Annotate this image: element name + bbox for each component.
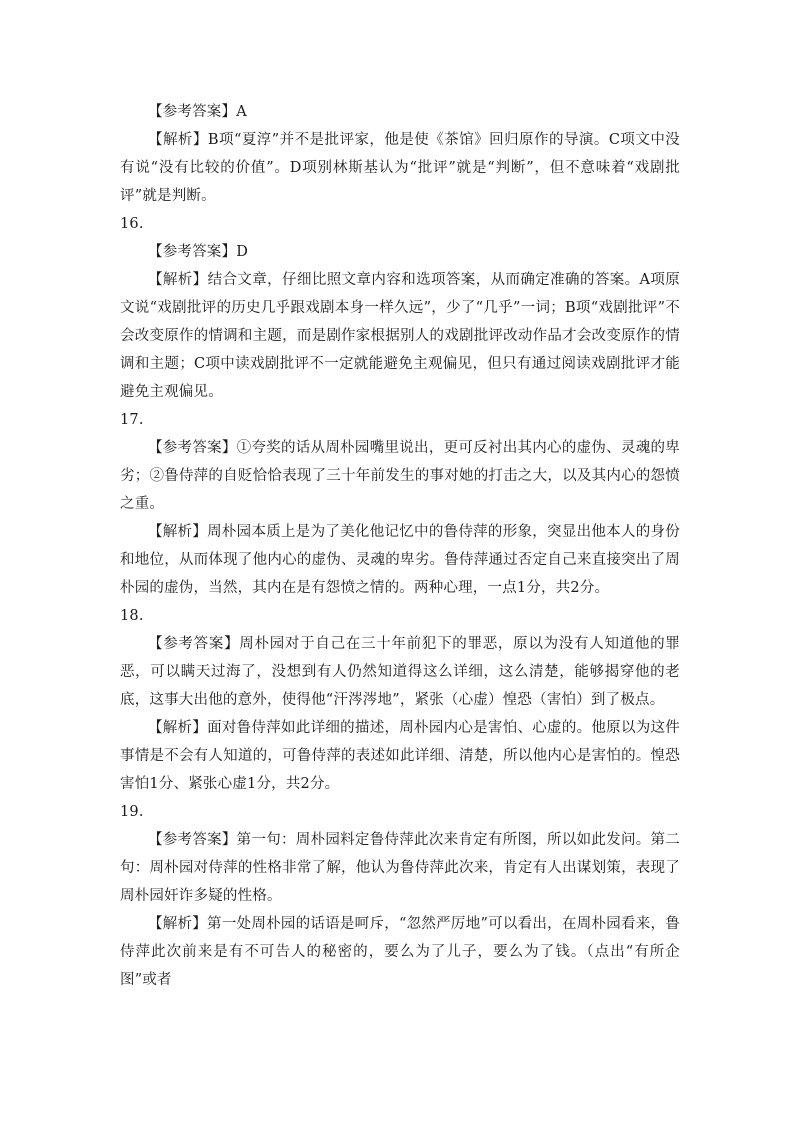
analysis-text: 【解析】面对鲁侍萍如此详细的描述，周朴园内心是害怕、心虚的。他原以为这件事情是不会有人知道的，可鲁侍萍的表述如此详细、清楚，所以他内心是害怕的。惶恐害怕1分、紧张心虚1分，共2分。 [120,720,680,792]
answer-item-15 [120,98,680,210]
reference-answer: 【参考答案】第一句：周朴园料定鲁侍萍此次来肯定有所图，所以如此发问。第二句：周朴园对侍萍的性格非常了解，他认为鲁侍萍此次来，肯定有人出谋划策，表现了周朴园奸诈多疑的性格。 [120,832,680,904]
answer-item-18 [120,602,680,798]
question-number: 16. [120,216,144,232]
analysis-text: 【解析】B项“夏淳”并不是批评家，他是使《茶馆》回归原作的导演。C项文中没有说“没有比较的价值”。D项别林斯基认为“批评”就是“判断”，但不意味着“戏剧批评”就是判断。 [120,132,680,204]
analysis-text: 【解析】第一处周朴园的话语是呵斥，“忽然严厉地”可以看出，在周朴园看来，鲁侍萍此次前来是有不可告人的秘密的，要么为了儿子，要么为了钱。（点出“有所企图”或者 [120,916,680,988]
question-number: 17. [120,412,144,428]
analysis-text: 【解析】结合文章，仔细比照文章内容和选项答案，从而确定准确的答案。A项原文说“戏剧批评的历史几乎跟戏剧本身一样久远”，少了“几乎”一词；B项“戏剧批评”不会改变原作的情调和主题，而是剧作家根据别人的戏剧批评改动作品才会改变原作的情调和主题；C项中读戏剧批评不一定就能避免主观偏见，但只有通过阅读戏剧批评才能避免主观偏见。 [120,272,680,400]
answer-item-17 [120,406,680,602]
question-number: 19. [120,804,144,820]
question-number: 18. [120,608,144,624]
reference-answer: 【参考答案】A [148,104,247,120]
reference-answer: 【参考答案】周朴园对于自己在三十年前犯下的罪恶，原以为没有人知道他的罪恶，可以瞒天过海了，没想到有人仍然知道得这么详细，这么清楚，能够揭穿他的老底，这事大出他的意外，使得他“汗涔涔地”，紧张（心虚）惶恐（害怕）到了极点。 [120,636,680,708]
reference-answer: 【参考答案】D [148,244,249,260]
analysis-text: 【解析】周朴园本质上是为了美化他记忆中的鲁侍萍的形象，突显出他本人的身份和地位，从而体现了他内心的虚伪、灵魂的卑劣。鲁侍萍通过否定自己来直接突出了周朴园的虚伪，当然，其内在是有怨愤之情的。两种心理，一点1分，共2分。 [120,524,680,596]
reference-answer: 【参考答案】①夸奖的话从周朴园嘴里说出，更可反衬出其内心的虚伪、灵魂的卑劣；②鲁侍萍的自贬恰恰表现了三十年前发生的事对她的打击之大，以及其内心的怨愤之重。 [120,440,680,512]
answer-item-16 [120,210,680,406]
answer-item-19 [120,798,680,994]
answer-content [120,98,680,994]
